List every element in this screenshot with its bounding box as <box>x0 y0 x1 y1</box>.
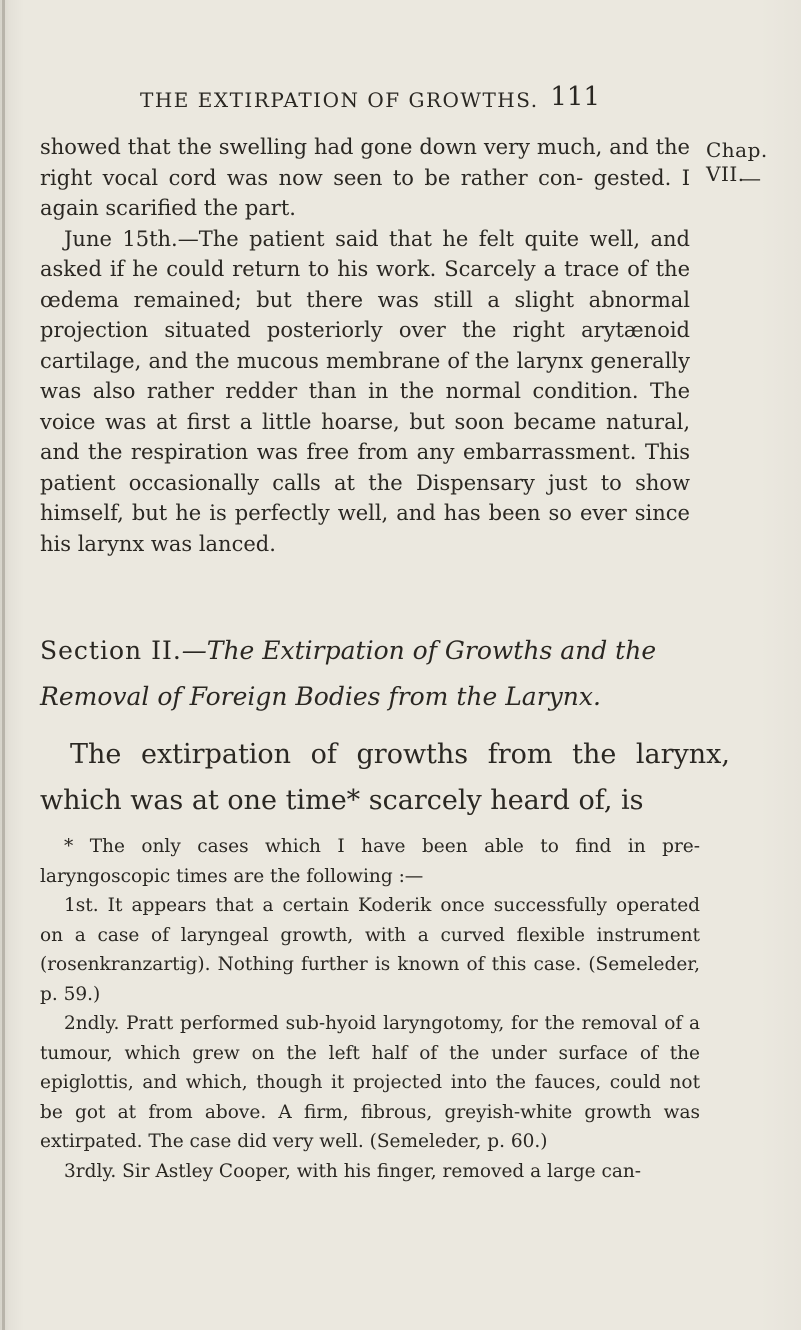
footnote <box>40 832 700 1186</box>
chapter-side-note: Chap. VII. <box>706 138 768 186</box>
section-lead-text <box>40 732 730 824</box>
section-title: —The Extirpation of Growths and the Removal of Foreign Bodies from the Larynx. <box>40 636 657 711</box>
section-heading <box>40 628 730 720</box>
footnote-paragraph: 3rdly. Sir Astley Cooper, with his finger, removed a large can- <box>64 1160 642 1182</box>
paragraph: June 15th.—The patient said that he felt quite well, and asked if he could return to his work. Scarcely a trace of the œdema remained; but there was still a slight abnormal projection situated posteriorly over the right arytænoid cartilage, and the mucous membrane of the larynx generally was also rather redder than in the normal condition. The voice was at first a little hoarse, but soon became natural, and the respiration was free from any embarrassment. This patient occasionally calls at the Dispensary just to show himself, but he is perfectly well, and has been so ever since his larynx was lanced. <box>40 226 690 556</box>
paragraph: showed that the swelling had gone down very much, and the right vocal cord was now seen to be rather con- gested. I again scarified the part. <box>40 135 690 220</box>
footnote-paragraph: 1st. It appears that a certain Koderik once successfully operated on a case of laryngeal growth, with a curved flexible instrument (rosenkranzartig). Nothing further is known of this case. (Semeleder, p. 59.) <box>40 895 700 1005</box>
body-text <box>40 132 690 559</box>
page-gutter <box>2 0 5 1330</box>
running-head: THE EXTIRPATION OF GROWTHS. <box>140 88 539 112</box>
lead-paragraph: The extirpation of growths from the larynx, which was at one time* scarcely heard of, is <box>40 739 730 816</box>
footnote-paragraph: * The only cases which I have been able to find in pre-laryngoscopic times are the following :— <box>40 836 700 887</box>
section-label: Section II. <box>40 636 182 665</box>
footnote-paragraph: 2ndly. Pratt performed sub-hyoid laryngotomy, for the removal of a tumour, which grew on the left half of the under surface of the epiglottis, and which, though it projected into the fauces, could not be got at from above. A firm, fibrous, greyish-white growth was extirpated. The case did very well. (Semeleder, p. 60.) <box>40 1013 700 1152</box>
side-note-dash: — <box>741 166 761 190</box>
page-number: 111 <box>550 82 600 112</box>
page-header <box>140 82 600 116</box>
